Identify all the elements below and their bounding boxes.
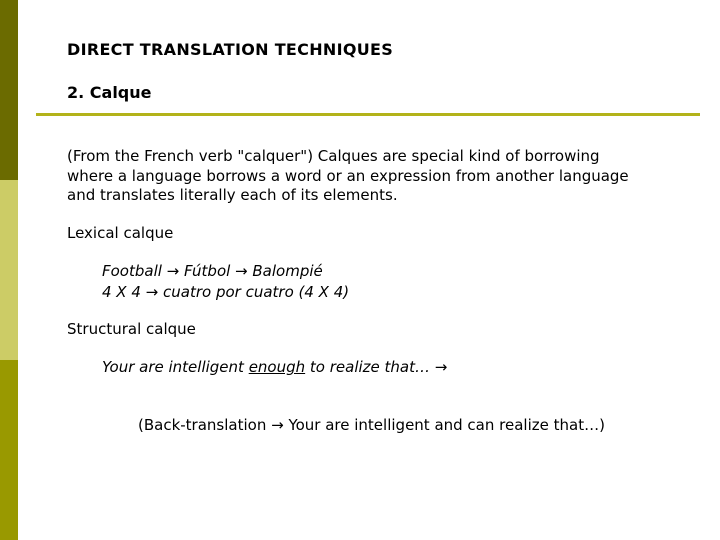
structural-calque-heading: Structural calque [67, 320, 196, 338]
back-translation: (Back-translation → Your are intelligent and can realize that…) [138, 416, 605, 434]
structural-example [102, 358, 447, 376]
intro-line: where a language borrows a word or an expression from another language [67, 166, 629, 185]
structural-example-underlined: enough [248, 358, 306, 376]
slide-subtitle: 2. Calque [67, 83, 152, 102]
sidebar-band-middle [0, 180, 18, 360]
title-divider [36, 113, 700, 116]
intro-paragraph [67, 147, 697, 206]
intro-line: and translates literally each of its elements. [67, 186, 398, 204]
lexical-example-football: Football → Fútbol → Balompié [102, 262, 323, 280]
structural-example-before: Your are intelligent [102, 358, 249, 376]
lexical-calque-heading: Lexical calque [67, 224, 174, 242]
lexical-example-4x4: 4 X 4 → cuatro por cuatro (4 X 4) [102, 283, 350, 301]
slide-title: DIRECT TRANSLATION TECHNIQUES [67, 40, 394, 59]
sidebar-band-top [0, 0, 18, 180]
structural-example-after: to realize that… → [305, 358, 448, 376]
intro-line: (From the French verb "calquer") Calques are special kind of borrowing [67, 147, 600, 165]
sidebar-band-bottom [0, 360, 18, 540]
